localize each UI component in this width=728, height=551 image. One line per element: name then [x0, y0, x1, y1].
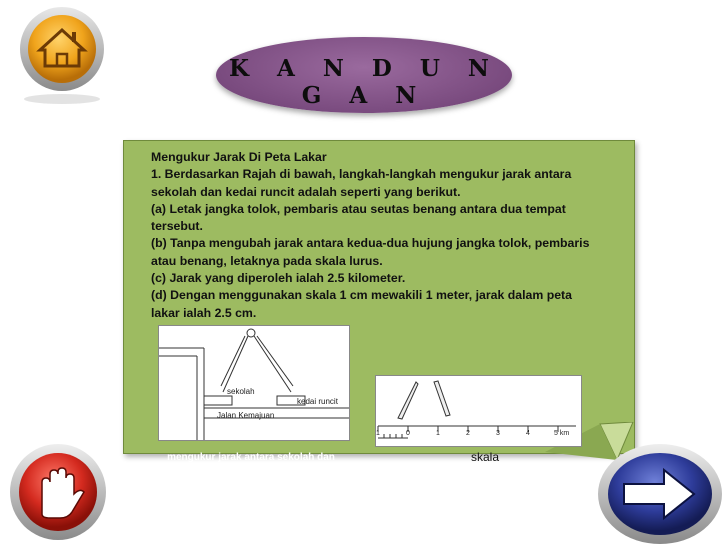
caption-line: kedai runcit [222, 465, 280, 476]
next-arrow-icon [594, 440, 726, 546]
content-line: (c) Jarak yang diperoleh ialah 2.5 kilometer. [151, 271, 406, 286]
scale-tick: 3 [496, 430, 500, 437]
next-button[interactable] [594, 440, 726, 546]
scale-tick: 1 [376, 430, 380, 437]
content-line: (a) Letak jangka tolok, pembaris atau seutas benang antara dua tempat [151, 201, 566, 216]
page-title: K A N D U N G A N [229, 55, 499, 109]
scale-tick: 5 km [554, 430, 570, 437]
content-line: tersebut. [151, 219, 203, 234]
content-line: 1. Berdasarkan Rajah di bawah, langkah-langkah mengukur jarak antara [151, 167, 572, 182]
content-line: sekolah dan kedai runcit adalah seperti yang berikut. [151, 184, 461, 199]
label-kedai-runcit: kedai runcit [297, 397, 338, 406]
scale-tick: 1 [436, 430, 440, 437]
map-sketch-figure [158, 325, 350, 441]
home-button[interactable] [12, 4, 112, 104]
scale-tick: 2 [466, 430, 470, 437]
content-heading: Mengukur Jarak Di Peta Lakar [151, 150, 327, 164]
figure2-caption: skala [470, 450, 499, 464]
home-icon [12, 4, 112, 104]
scale-illustration [376, 376, 581, 446]
stop-button[interactable] [6, 440, 110, 544]
compass-map-illustration [159, 326, 349, 440]
scale-tick: 0 [406, 430, 410, 437]
content-line: atau benang, letaknya pada skala lurus. [151, 253, 383, 268]
stop-hand-icon [6, 440, 110, 544]
label-jalan: Jalan Kemajuan [217, 411, 275, 420]
content-text [151, 149, 621, 322]
content-line: (d) Dengan menggunakan skala 1 cm mewakili 1 meter, jarak dalam peta [151, 288, 572, 303]
scale-figure [375, 375, 582, 447]
figure1-caption [162, 451, 340, 477]
content-line: (b) Tanpa mengubah jarak antara kedua-dua hujung jangka tolok, pembaris [151, 236, 590, 251]
label-sekolah: sekolah [227, 387, 255, 396]
scale-tick: 4 [526, 430, 530, 437]
caption-line: mengukur jarak antara sekolah dan [167, 452, 335, 463]
content-line: lakar ialah 2.5 cm. [151, 305, 257, 320]
